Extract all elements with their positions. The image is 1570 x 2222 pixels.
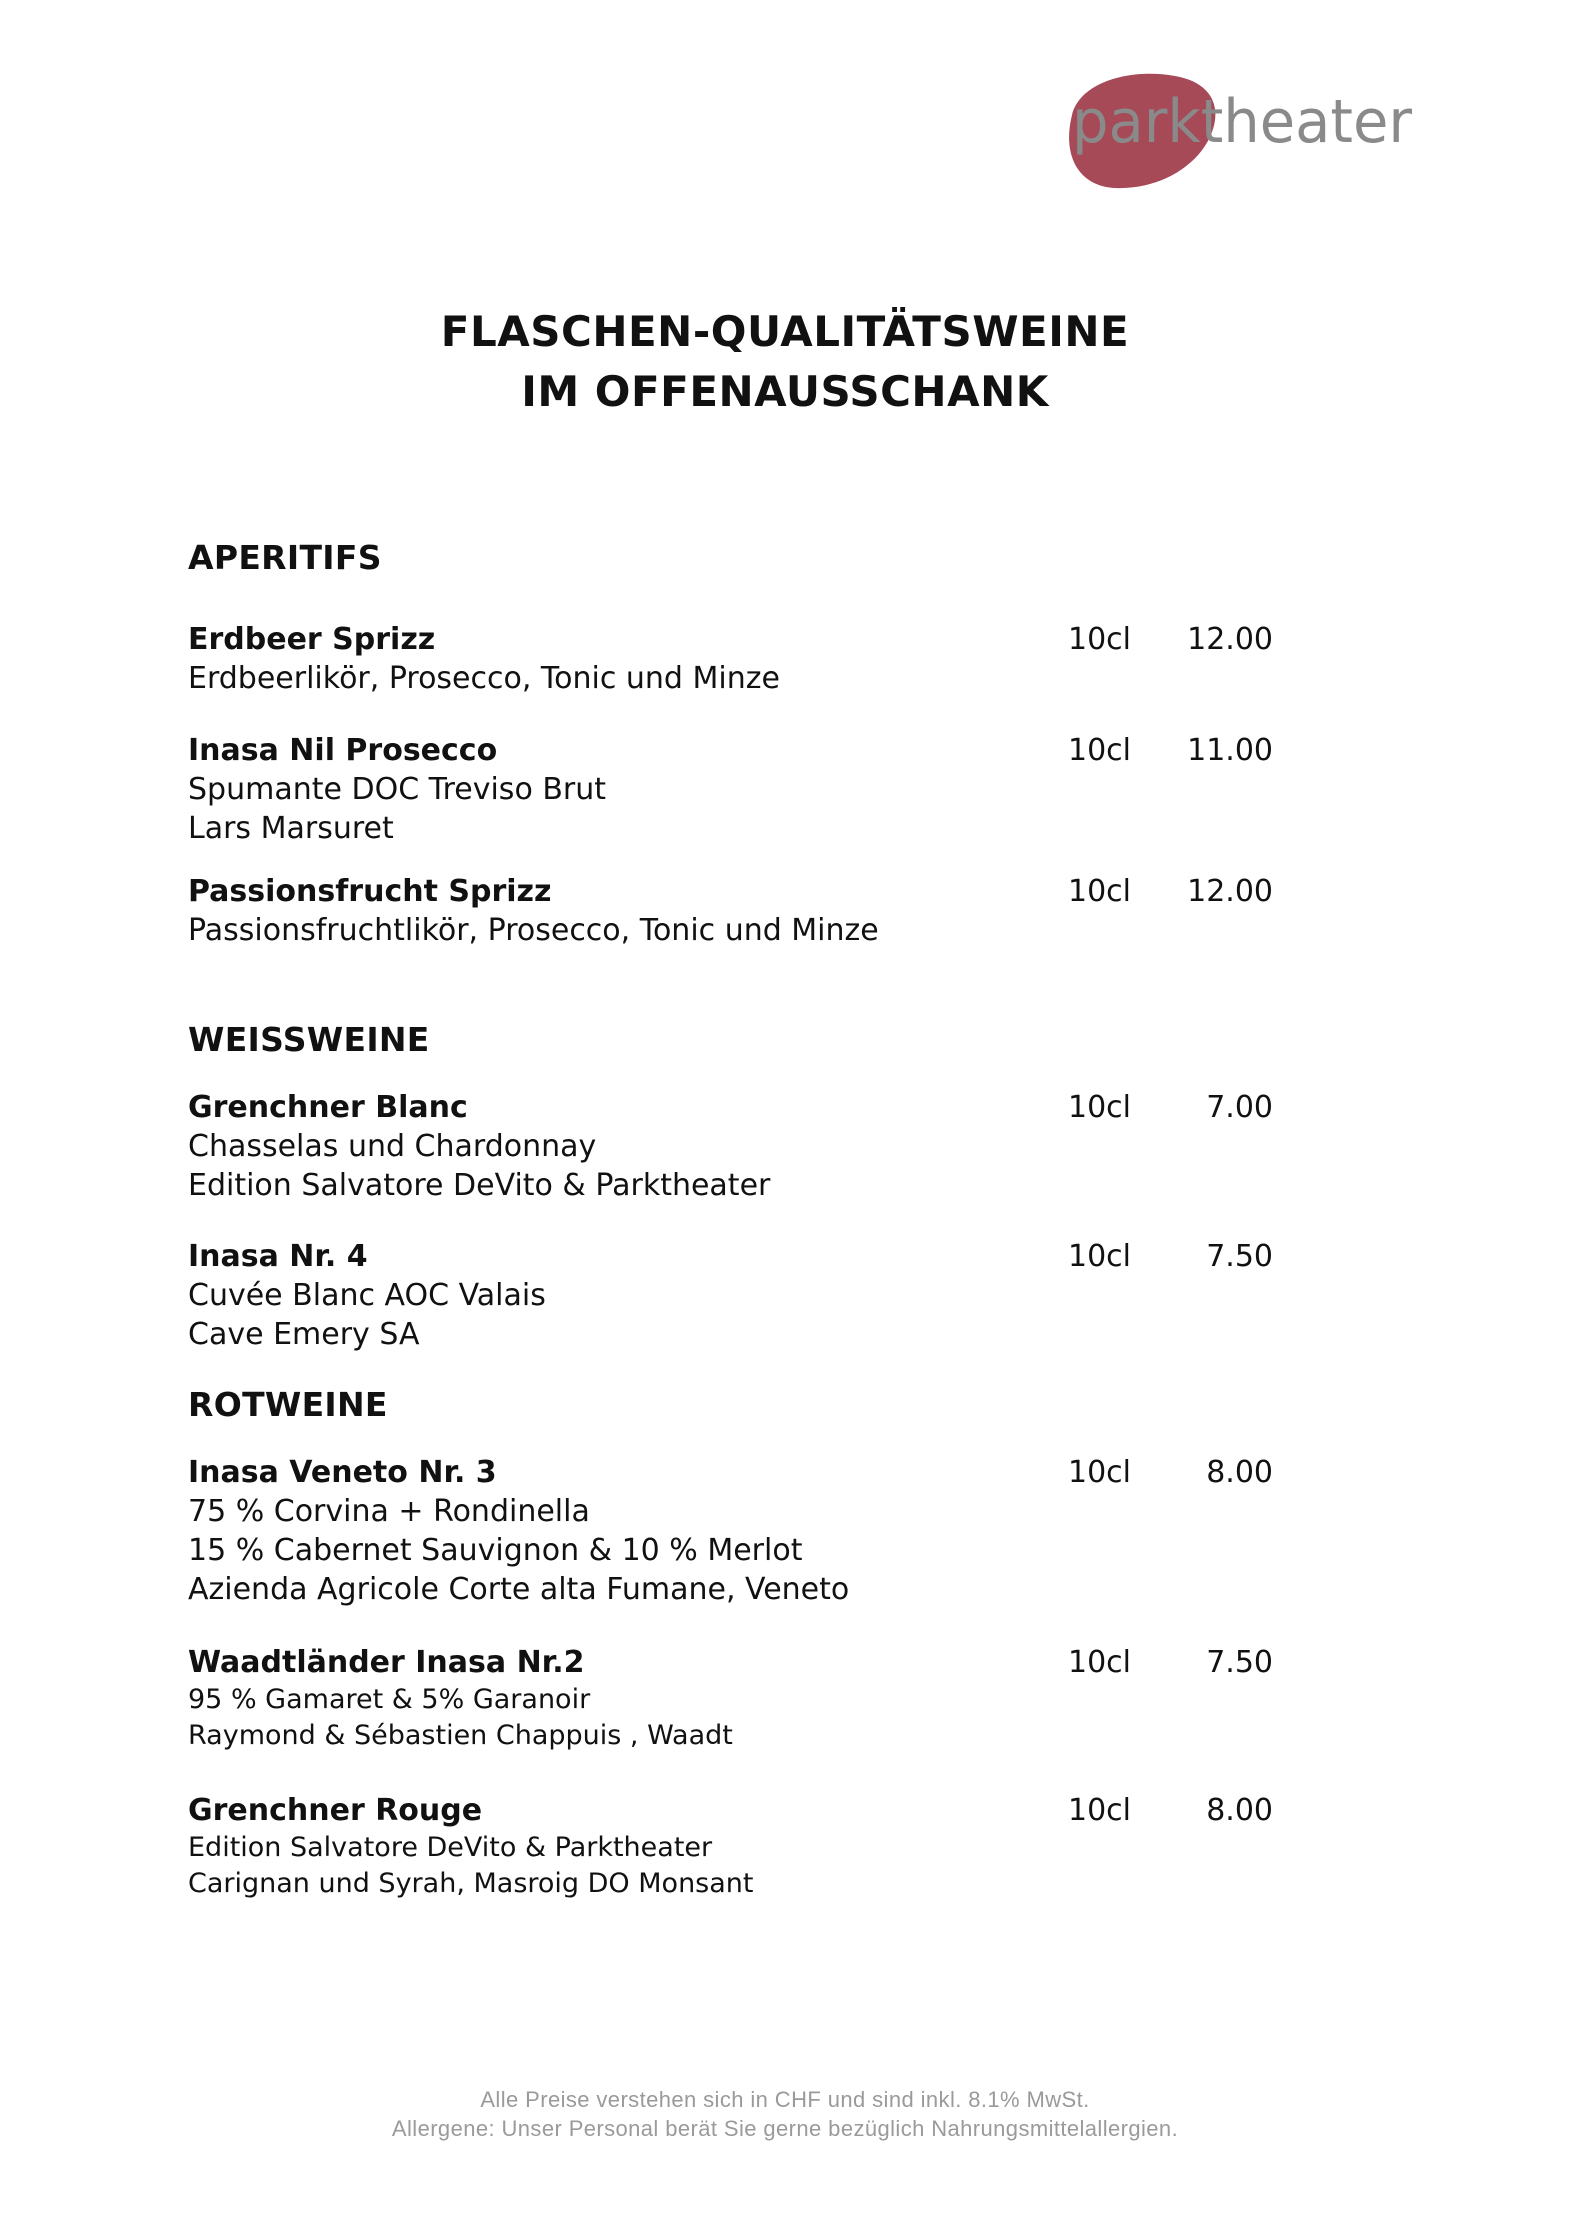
item-description: 95 % Gamaret & 5% Garanoir	[188, 1684, 591, 1715]
item-producer: Raymond & Sébastien Chappuis , Waadt	[188, 1720, 733, 1751]
item-description: 75 % Corvina + Rondinella	[188, 1494, 590, 1529]
item-name: Erdbeer Sprizz	[188, 622, 436, 657]
menu-item	[188, 1088, 1288, 1205]
item-price: 12.00	[1187, 874, 1273, 909]
item-description: Erdbeerlikör, Prosecco, Tonic und Minze	[188, 661, 780, 696]
item-description: Chasselas und Chardonnay	[188, 1129, 597, 1164]
item-description: Spumante DOC Treviso Brut	[188, 772, 607, 807]
item-name: Grenchner Rouge	[188, 1793, 483, 1828]
item-description: Carignan und Syrah, Masroig DO Monsant	[188, 1868, 754, 1899]
item-producer: Edition Salvatore DeVito & Parktheater	[188, 1168, 771, 1203]
item-price: 7.50	[1206, 1239, 1273, 1274]
item-producer: Cave Emery SA	[188, 1317, 420, 1352]
title-line-1: FLASCHEN-QUALITÄTSWEINE	[440, 307, 1130, 356]
section-heading-weissweine: WEISSWEINE	[188, 1020, 430, 1059]
item-producer: Lars Marsuret	[188, 811, 394, 846]
logo-graphic	[1060, 70, 1420, 195]
menu-item	[188, 1237, 1288, 1354]
item-producer: Edition Salvatore DeVito & Parktheater	[188, 1832, 713, 1863]
menu-item	[188, 872, 1288, 950]
page-title	[0, 302, 1570, 422]
logo-text: parktheater	[1072, 87, 1413, 157]
item-producer: Azienda Agricole Corte alta Fumane, Veneto	[188, 1572, 850, 1607]
item-price: 7.00	[1206, 1090, 1273, 1125]
item-price: 12.00	[1187, 622, 1273, 657]
item-name: Inasa Nr. 4	[188, 1239, 368, 1274]
item-name: Passionsfrucht Sprizz	[188, 874, 552, 909]
item-description: 15 % Cabernet Sauvignon & 10 % Merlot	[188, 1533, 803, 1568]
footer-notes	[0, 2085, 1570, 2143]
item-price: 11.00	[1187, 733, 1273, 768]
item-price: 8.00	[1206, 1793, 1273, 1828]
section-heading-aperitifs: APERITIFS	[188, 538, 382, 577]
menu-item	[188, 1453, 1288, 1609]
menu-item	[188, 1643, 1288, 1754]
item-size: 10cl	[1068, 1239, 1132, 1274]
item-name: Inasa Nil Prosecco	[188, 733, 498, 768]
item-size: 10cl	[1068, 1793, 1132, 1828]
item-size: 10cl	[1068, 1455, 1132, 1490]
item-size: 10cl	[1068, 1645, 1132, 1680]
item-name: Inasa Veneto Nr. 3	[188, 1455, 497, 1490]
menu-item	[188, 620, 1288, 698]
footer-allergen-note: Allergene: Unser Personal berät Sie gerne bezüglich Nahrungsmittelallergien.	[391, 2116, 1179, 2141]
item-size: 10cl	[1068, 1090, 1132, 1125]
parktheater-logo	[1060, 70, 1420, 195]
footer-price-note: Alle Preise verstehen sich in CHF und sind inkl. 8.1% MwSt.	[480, 2087, 1090, 2112]
item-description: Passionsfruchtlikör, Prosecco, Tonic und Minze	[188, 913, 879, 948]
item-size: 10cl	[1068, 733, 1132, 768]
item-size: 10cl	[1068, 622, 1132, 657]
item-description: Cuvée Blanc AOC Valais	[188, 1278, 546, 1313]
item-price: 8.00	[1206, 1455, 1273, 1490]
menu-item	[188, 1791, 1288, 1902]
menu-item	[188, 731, 1288, 848]
section-heading-rotweine: ROTWEINE	[188, 1385, 388, 1424]
item-name: Waadtländer Inasa Nr.2	[188, 1645, 585, 1680]
item-price: 7.50	[1206, 1645, 1273, 1680]
item-name: Grenchner Blanc	[188, 1090, 468, 1125]
item-size: 10cl	[1068, 874, 1132, 909]
title-line-2: IM OFFENAUSSCHANK	[521, 367, 1049, 416]
